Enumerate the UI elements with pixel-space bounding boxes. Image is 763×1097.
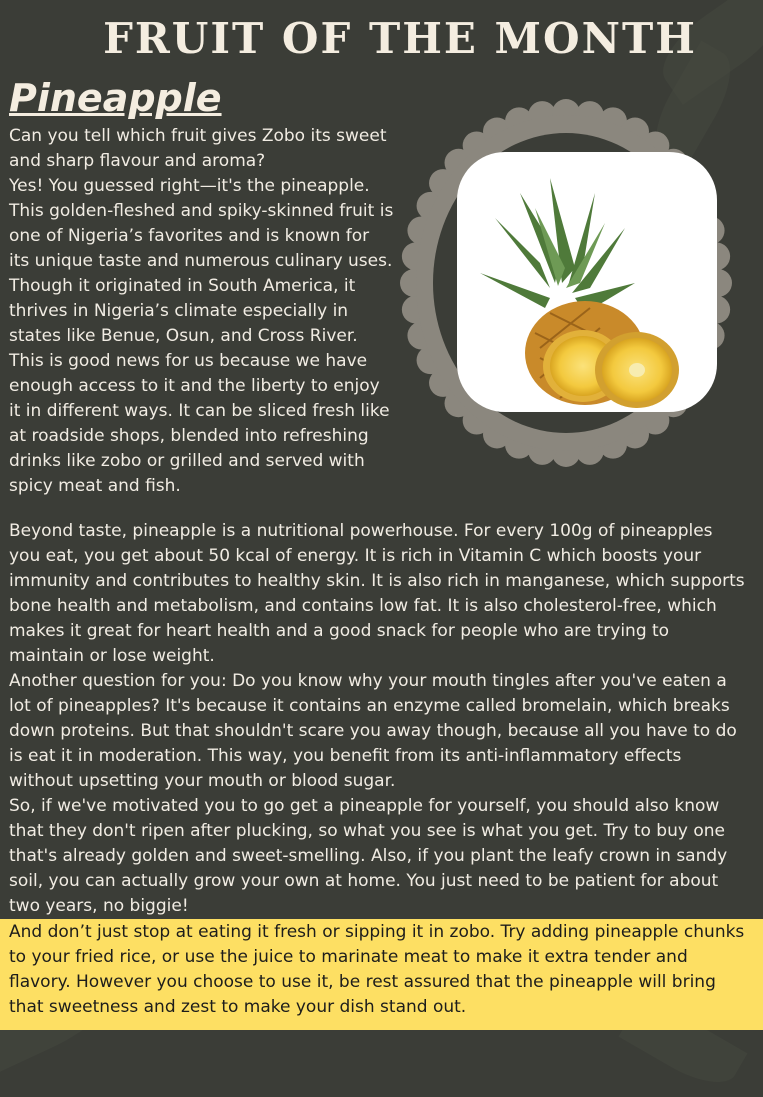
pineapple-photo-frame <box>400 98 733 468</box>
intro-paragraph: Can you tell which fruit gives Zobo its sweet and sharp flavour and aroma? <box>9 126 387 171</box>
body-text <box>9 519 749 919</box>
intro-text <box>9 124 394 499</box>
body-paragraph: Beyond taste, pineapple is a nutritional powerhouse. For every 100g of pineapples you eat, you get about 50 kcal of energy. It is rich in Vitamin C which boosts your immunity and contributes to healthy skin. It is also rich in manganese, which supports bone health and metabolism, and contains low fat. It is also cholesterol-free, which makes it great for heart health and a good snack for people who are trying to maintain or lose weight. <box>9 521 745 666</box>
pineapple-photo-icon <box>400 98 733 468</box>
intro-paragraph: Though it originated in South America, it thrives in Nigeria’s climate especially in states like Benue, Osun, and Cross River. This is good news for us because we have enough access to it and the liberty to enjoy it in different ways. It can be sliced fresh like at roadside shops, blended into refreshing drinks like zobo or grilled and served with spicy meat and fish. <box>9 276 390 496</box>
body-paragraph: So, if we've motivated you to go get a pineapple for yourself, you should also know that they don't ripen after plucking, so what you see is what you get. Try to buy one that's already golden and sweet-smelling. Also, if you plant the leafy crown in sandy soil, you can actually grow your own at home. You just need to be patient for about two years, no biggie! <box>9 796 728 916</box>
intro-paragraph: Yes! You guessed right—it's the pineapple. This golden-fleshed and spiky-skinned fruit is one of Nigeria’s favorites and is known for its unique taste and numerous culinary uses. <box>9 176 394 271</box>
highlight-box <box>0 919 763 1030</box>
fruit-name-heading: Pineapple <box>9 76 222 120</box>
body-paragraph: Another question for you: Do you know why your mouth tingles after you've eaten a lot of pineapples? It's because it contains an enzyme called bromelain, which breaks down proteins. But that shouldn't scare you away though, because all you have to do is eat it in moderation. This way, you benefit from its anti-inflammatory effects without upsetting your mouth or blood sugar. <box>9 671 737 791</box>
page-title: FRUIT OF THE MONTH <box>103 14 697 63</box>
highlight-text: And don’t just stop at eating it fresh or sipping it in zobo. Try adding pineapple chunks to your fried rice, or use the juice to marinate meat to make it extra tender and flavory. However you choose to use it, be rest assured that the pineapple will bring that sweetness and zest to make your dish stand out. <box>9 922 745 1017</box>
